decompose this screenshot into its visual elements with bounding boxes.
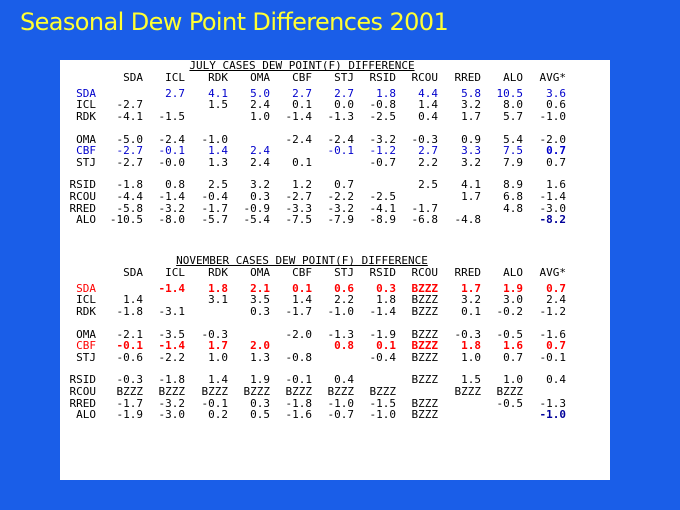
value-cell: -3.3 [285,201,312,215]
value-cell: -2.1 [116,327,143,341]
value-cell: 1.9 [503,281,523,295]
value-cell: 3.2 [461,98,481,112]
value-cell: -0.1 [116,339,143,353]
column-header: ICL [165,71,185,84]
value-cell: -1.0 [201,132,228,146]
table-row [60,409,610,421]
value-cell: 0.1 [461,305,481,319]
column-header: RRED [454,71,481,84]
value-cell: 0.4 [418,110,438,124]
value-cell: -1.0 [327,396,354,410]
value-cell: -1.7 [285,305,312,319]
column-header: RSID [369,71,396,84]
value-cell: 0.8 [334,339,354,353]
value-cell: -0.1 [327,144,354,158]
value-cell: 8.0 [503,98,523,112]
value-cell: 5.4 [503,132,523,146]
avg-value: -1.4 [539,190,566,204]
value-cell: 0.3 [376,281,396,295]
row-label: SDA [76,281,96,295]
value-cell: 0.3 [250,396,270,410]
column-header: AVG* [539,71,566,84]
value-cell: BZZZ [201,385,228,399]
value-cell: -1.3 [327,110,354,124]
avg-value: -1.0 [539,110,566,124]
value-cell: 0.1 [292,98,312,112]
row-label: RSID [69,373,96,387]
value-cell: 5.8 [461,86,481,100]
value-cell: 4.1 [208,86,228,100]
value-cell: 1.6 [503,339,523,353]
value-cell: -1.8 [285,396,312,410]
value-cell: 1.4 [418,98,438,112]
value-cell: BZZZ [496,385,523,399]
value-cell: 2.7 [418,144,438,158]
column-header: AVG* [539,266,566,279]
column-header: ALO [503,266,523,279]
value-cell: -1.4 [369,305,396,319]
value-cell: 3.5 [250,293,270,307]
value-cell: 1.8 [376,293,396,307]
value-cell: 2.5 [208,178,228,192]
row-label: ALO [76,213,96,227]
value-cell: 4.1 [461,178,481,192]
value-cell: -1.4 [158,339,185,353]
value-cell: BZZZ [411,293,438,307]
value-cell: 1.7 [461,281,481,295]
value-cell: 1.4 [292,293,312,307]
value-cell: BZZZ [411,327,438,341]
value-cell: -0.2 [496,305,523,319]
value-cell: -8.0 [158,213,185,227]
value-cell: -0.4 [201,190,228,204]
value-cell: BZZZ [411,396,438,410]
column-header: ALO [503,71,523,84]
value-cell: -2.5 [369,110,396,124]
value-cell: -0.9 [243,201,270,215]
value-cell: -1.8 [116,305,143,319]
value-cell: -0.0 [158,155,185,169]
value-cell: 2.0 [250,339,270,353]
value-cell: -0.3 [454,327,481,341]
value-cell: 2.1 [250,281,270,295]
avg-value: 2.4 [546,293,566,307]
value-cell: -0.3 [116,373,143,387]
table-row [60,214,610,226]
value-cell: 2.4 [250,144,270,158]
value-cell: -3.2 [369,132,396,146]
row-label: ALO [76,408,96,422]
avg-value: -1.2 [539,305,566,319]
column-header-row [60,267,610,279]
value-cell: -0.5 [496,327,523,341]
value-cell: -2.7 [116,98,143,112]
row-label: ICL [76,293,96,307]
value-cell: 5.7 [503,110,523,124]
value-cell: -4.4 [116,190,143,204]
value-cell: -1.9 [116,408,143,422]
value-cell: 1.0 [461,350,481,364]
value-cell: -4.8 [454,213,481,227]
value-cell: 0.1 [292,281,312,295]
value-cell: 1.0 [208,350,228,364]
column-header: STJ [334,266,354,279]
column-header: ICL [165,266,185,279]
value-cell: 1.7 [461,190,481,204]
value-cell: 3.0 [503,293,523,307]
value-cell: -0.7 [327,408,354,422]
value-cell: 7.5 [503,144,523,158]
column-header: OMA [250,266,270,279]
row-label: RSID [69,178,96,192]
value-cell: 7.9 [503,155,523,169]
value-cell: 2.4 [250,98,270,112]
value-cell: BZZZ [411,339,438,353]
value-cell: -3.0 [158,408,185,422]
value-cell: 1.8 [208,281,228,295]
row-label: RDK [76,305,96,319]
section-title: JULY CASES DEW POINT(F) DIFFERENCE [189,59,415,72]
value-cell: -1.7 [116,396,143,410]
value-cell: -1.3 [327,327,354,341]
value-cell: 2.4 [250,155,270,169]
value-cell: 0.4 [334,373,354,387]
value-cell: -2.2 [327,190,354,204]
avg-value: 0.7 [546,281,566,295]
column-header: RCOU [411,266,438,279]
value-cell: -3.5 [158,327,185,341]
avg-value: 3.6 [546,86,566,100]
table-row [60,352,610,364]
table-row [60,157,610,169]
value-cell: 1.5 [461,373,481,387]
value-cell: 1.4 [208,144,228,158]
table-row [60,306,610,318]
value-cell: 1.4 [123,293,143,307]
value-cell: -0.8 [285,350,312,364]
value-cell: 5.0 [250,86,270,100]
value-cell: -5.7 [201,213,228,227]
value-cell: -1.5 [158,110,185,124]
value-cell: -0.3 [201,327,228,341]
column-header: RDK [208,266,228,279]
value-cell: -5.4 [243,213,270,227]
value-cell: 2.5 [418,178,438,192]
value-cell: -0.7 [369,155,396,169]
column-header: OMA [250,71,270,84]
avg-value: 0.4 [546,373,566,387]
value-cell: BZZZ [116,385,143,399]
avg-value: -1.0 [539,408,566,422]
value-cell: 3.2 [461,293,481,307]
value-cell: -7.5 [285,213,312,227]
value-cell: -2.4 [285,132,312,146]
value-cell: 10.5 [496,86,523,100]
row-label: RCOU [69,385,96,399]
value-cell: -1.0 [327,305,354,319]
value-cell: BZZZ [411,408,438,422]
value-cell: BZZZ [243,385,270,399]
value-cell: 2.7 [165,86,185,100]
value-cell: 2.7 [292,86,312,100]
value-cell: -0.8 [369,98,396,112]
value-cell: -2.4 [327,132,354,146]
avg-value: -8.2 [539,213,566,227]
value-cell: -3.1 [158,305,185,319]
value-cell: 0.1 [376,339,396,353]
value-cell: 1.0 [250,110,270,124]
value-cell: -6.8 [411,213,438,227]
row-label: CBF [76,339,96,353]
value-cell: -1.4 [158,281,185,295]
column-header: RRED [454,266,481,279]
value-cell: 0.6 [334,281,354,295]
value-cell: 4.4 [418,86,438,100]
value-cell: 1.3 [208,155,228,169]
row-label: STJ [76,350,96,364]
value-cell: -2.2 [158,350,185,364]
value-cell: 1.3 [250,350,270,364]
value-cell: -0.6 [116,350,143,364]
value-cell: -4.1 [116,110,143,124]
value-cell: -1.6 [285,408,312,422]
value-cell: -1.4 [285,110,312,124]
value-cell: 6.8 [503,190,523,204]
value-cell: -1.9 [369,327,396,341]
value-cell: -1.8 [158,373,185,387]
value-cell: -2.0 [285,327,312,341]
avg-value: 0.6 [546,98,566,112]
value-cell: 3.1 [208,293,228,307]
column-header: RDK [208,71,228,84]
value-cell: 4.8 [503,201,523,215]
value-cell: 0.2 [208,408,228,422]
value-cell: BZZZ [327,385,354,399]
row-label: RRED [69,201,96,215]
value-cell: 3.2 [250,178,270,192]
value-cell: 0.8 [165,178,185,192]
row-label: OMA [76,327,96,341]
value-cell: BZZZ [411,373,438,387]
section-title: NOVEMBER CASES DEW POINT(F) DIFFERENCE [176,254,428,267]
table-row [60,111,610,123]
value-cell: -5.0 [116,132,143,146]
row-label: SDA [76,86,96,100]
value-cell: -0.4 [369,350,396,364]
value-cell: BZZZ [411,305,438,319]
value-cell: -7.9 [327,213,354,227]
column-header: RSID [369,266,396,279]
value-cell: -1.7 [201,201,228,215]
column-header: CBF [292,71,312,84]
value-cell: -1.4 [158,190,185,204]
avg-value: -1.6 [539,327,566,341]
value-cell: BZZZ [285,385,312,399]
avg-value: -1.3 [539,396,566,410]
row-label: CBF [76,144,96,158]
avg-value: 0.7 [546,144,566,158]
value-cell: -3.2 [158,201,185,215]
value-cell: 1.2 [292,178,312,192]
value-cell: -0.3 [411,132,438,146]
value-cell: -2.7 [116,144,143,158]
value-cell: 3.2 [461,155,481,169]
value-cell: -2.5 [369,190,396,204]
avg-value: 0.7 [546,155,566,169]
row-label: RDK [76,110,96,124]
row-label: RRED [69,396,96,410]
value-cell: -5.8 [116,201,143,215]
value-cell: 1.7 [461,110,481,124]
value-cell: -1.0 [369,408,396,422]
value-cell: BZZZ [411,350,438,364]
value-cell: -2.7 [285,190,312,204]
value-cell: 1.7 [208,339,228,353]
value-cell: -2.7 [116,155,143,169]
row-label: RCOU [69,190,96,204]
data-panel [60,60,610,480]
value-cell: -0.5 [496,396,523,410]
avg-value: -2.0 [539,132,566,146]
value-cell: -0.1 [158,144,185,158]
value-cell: 2.2 [334,293,354,307]
value-cell: -0.1 [201,396,228,410]
value-cell: 1.5 [208,98,228,112]
value-cell: 0.7 [503,350,523,364]
value-cell: 8.9 [503,178,523,192]
row-label: OMA [76,132,96,146]
value-cell: 1.8 [461,339,481,353]
value-cell: -1.5 [369,396,396,410]
value-cell: -8.9 [369,213,396,227]
value-cell: BZZZ [411,281,438,295]
row-label: STJ [76,155,96,169]
avg-value: -3.0 [539,201,566,215]
value-cell: -3.2 [158,396,185,410]
value-cell: 1.9 [250,373,270,387]
value-cell: 2.7 [334,86,354,100]
row-label: ICL [76,98,96,112]
value-cell: -1.2 [369,144,396,158]
value-cell: 0.3 [250,305,270,319]
value-cell: -0.1 [285,373,312,387]
avg-value: 1.6 [546,178,566,192]
column-header-row [60,72,610,84]
avg-value: -0.1 [539,350,566,364]
value-cell: 0.1 [292,155,312,169]
value-cell: -3.2 [327,201,354,215]
value-cell: BZZZ [369,385,396,399]
value-cell: 3.3 [461,144,481,158]
value-cell: 2.2 [418,155,438,169]
value-cell: BZZZ [454,385,481,399]
column-header: RCOU [411,71,438,84]
value-cell: -4.1 [369,201,396,215]
value-cell: 0.9 [461,132,481,146]
avg-value: 0.7 [546,339,566,353]
value-cell: 0.7 [334,178,354,192]
value-cell: 0.0 [334,98,354,112]
column-header: STJ [334,71,354,84]
value-cell: -1.7 [411,201,438,215]
value-cell: 0.5 [250,408,270,422]
value-cell: BZZZ [158,385,185,399]
value-cell: -1.8 [116,178,143,192]
value-cell: -10.5 [109,213,143,227]
value-cell: 1.4 [208,373,228,387]
value-cell: 0.3 [250,190,270,204]
column-header: SDA [123,71,143,84]
value-cell: 1.8 [376,86,396,100]
column-header: CBF [292,266,312,279]
value-cell: 1.0 [503,373,523,387]
slide-title: Seasonal Dew Point Differences 2001 [20,8,449,36]
column-header: SDA [123,266,143,279]
value-cell: -2.4 [158,132,185,146]
